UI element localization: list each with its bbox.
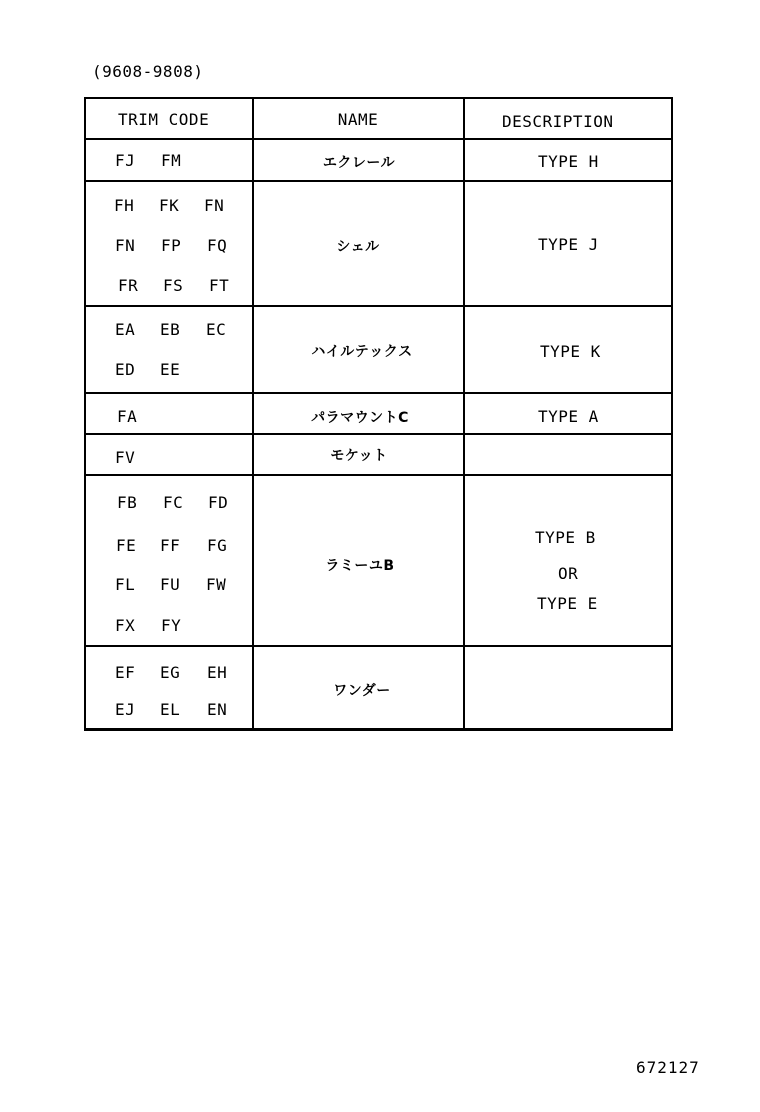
trim-code-table	[84, 97, 673, 732]
table-column-divider	[463, 97, 465, 731]
trim-code: EL	[160, 700, 181, 719]
trim-description: TYPE J	[538, 235, 599, 254]
column-header-trim-code: TRIM CODE	[118, 110, 210, 129]
trim-code: FP	[161, 236, 182, 255]
trim-code: EN	[207, 700, 228, 719]
trim-name: シェル	[336, 239, 380, 255]
trim-code: FT	[209, 276, 230, 295]
table-divider	[84, 645, 673, 647]
trim-code: FU	[160, 575, 181, 594]
trim-code: EB	[160, 320, 181, 339]
trim-code: FY	[161, 616, 182, 635]
trim-code: EC	[206, 320, 227, 339]
date-range: (9608-9808)	[92, 62, 204, 81]
trim-code: FG	[207, 536, 228, 555]
trim-code: EH	[207, 663, 228, 682]
trim-code: FS	[163, 276, 184, 295]
trim-code: EA	[115, 320, 136, 339]
column-header-description: DESCRIPTION	[502, 112, 614, 131]
trim-name: ラミーユB	[325, 558, 395, 574]
trim-code: FE	[116, 536, 137, 555]
trim-code: FQ	[207, 236, 228, 255]
trim-code: FC	[163, 493, 184, 512]
trim-code: FR	[118, 276, 139, 295]
table-divider	[84, 138, 673, 140]
trim-description: TYPE A	[538, 407, 599, 426]
table-column-divider	[252, 97, 254, 731]
trim-code: ED	[115, 360, 136, 379]
trim-code: FX	[115, 616, 136, 635]
table-border-right	[671, 97, 673, 731]
column-header-name: NAME	[337, 110, 379, 129]
trim-code: FV	[115, 448, 136, 467]
trim-description: TYPE E	[537, 594, 598, 613]
table-divider	[84, 180, 673, 182]
table-divider	[84, 392, 673, 394]
trim-name: モケット	[330, 448, 388, 464]
table-divider	[84, 474, 673, 476]
table-border-left	[84, 97, 86, 731]
trim-name: ワンダー	[333, 683, 391, 699]
table-border-top	[84, 97, 673, 99]
reference-number: 672127	[636, 1058, 700, 1077]
trim-description: TYPE H	[538, 152, 599, 171]
trim-code: FA	[117, 407, 138, 426]
trim-description: TYPE K	[540, 342, 601, 361]
trim-code: FN	[204, 196, 225, 215]
trim-code: FL	[115, 575, 136, 594]
trim-code: EE	[160, 360, 181, 379]
trim-code: FW	[206, 575, 227, 594]
trim-description: TYPE B	[535, 528, 596, 547]
trim-code: EF	[115, 663, 136, 682]
trim-code: EG	[160, 663, 181, 682]
trim-code: FM	[161, 151, 182, 170]
table-divider	[84, 305, 673, 307]
trim-description: OR	[558, 564, 579, 583]
trim-name: パラマウントC	[311, 410, 409, 426]
table-divider	[84, 433, 673, 435]
trim-code: FJ	[115, 151, 136, 170]
trim-code: FF	[160, 536, 181, 555]
trim-name: エクレール	[322, 155, 396, 171]
trim-code: FH	[114, 196, 135, 215]
trim-code: FK	[159, 196, 180, 215]
trim-code: EJ	[115, 700, 136, 719]
trim-name: ハイルテックス	[311, 344, 413, 360]
trim-code: FD	[208, 493, 229, 512]
trim-code: FB	[117, 493, 138, 512]
table-border-bottom	[84, 728, 673, 731]
trim-code: FN	[115, 236, 136, 255]
